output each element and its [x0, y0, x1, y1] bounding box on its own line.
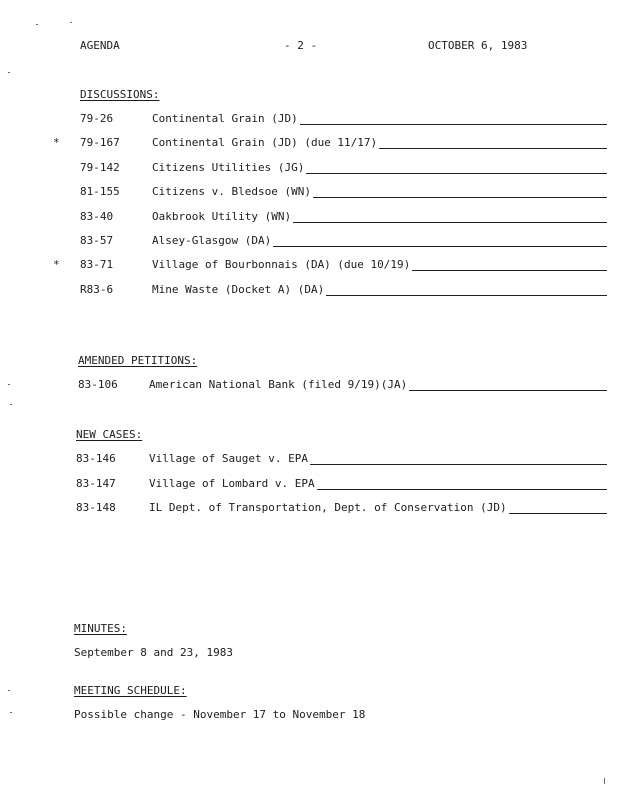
docket-number: 83-106 [78, 378, 118, 391]
minutes-heading: MINUTES: [74, 622, 127, 635]
discussions-row [80, 112, 607, 128]
docket-number: 83-40 [80, 209, 114, 223]
docket-number: 79-142 [80, 160, 120, 174]
page-number: - 2 - [284, 39, 318, 52]
case-title: Continental Grain (JD) [152, 112, 298, 125]
scan-speck [8, 72, 10, 73]
docket-number: 79-26 [80, 112, 114, 125]
case-title: Village of Bourbonnais (DA) (due 10/19) [152, 258, 411, 272]
case-title: Citizens Utilities (JG) [152, 160, 305, 174]
docket-number: 83-148 [76, 501, 116, 514]
notes-line [300, 124, 607, 125]
docket-number: 83-147 [76, 476, 116, 490]
case-title: Continental Grain (JD) (due 11/17) [152, 136, 378, 150]
scan-speck [36, 24, 38, 25]
docket-number: 81-155 [80, 185, 120, 199]
new-cases-row [76, 452, 607, 468]
docket-number: 79-167 [80, 136, 120, 150]
scan-speck [604, 778, 605, 784]
discussions-row [80, 234, 607, 250]
docket-number: 83-71 [80, 258, 114, 272]
header-title: AGENDA [80, 39, 120, 52]
notes-line [379, 148, 607, 149]
meeting-schedule-heading: MEETING SCHEDULE: [74, 684, 187, 697]
notes-line [273, 246, 607, 247]
notes-line [313, 197, 607, 198]
scan-speck [8, 384, 10, 385]
discussions-heading: DISCUSSIONS: [80, 88, 160, 101]
new-cases-row [76, 501, 607, 517]
amended-petitions-heading: AMENDED PETITIONS: [78, 354, 198, 367]
case-title: Village of Sauget v. EPA [149, 452, 308, 465]
discussions-row [80, 185, 607, 201]
discussions-row [80, 283, 607, 299]
discussions-row [80, 161, 607, 177]
case-title: Citizens v. Bledsoe (WN) [152, 185, 311, 199]
case-title: Oakbrook Utility (WN) [152, 209, 292, 223]
docket-number: 83-57 [80, 234, 114, 247]
scan-speck [8, 690, 10, 691]
notes-line [317, 489, 607, 490]
new-cases-heading: NEW CASES: [76, 428, 143, 441]
due-star-marker: * [53, 258, 60, 272]
new-cases-row [76, 477, 607, 493]
notes-line [326, 295, 607, 296]
docket-number: R83-6 [80, 282, 114, 296]
minutes-text: September 8 and 23, 1983 [74, 646, 233, 659]
scan-speck [10, 404, 12, 405]
notes-line [412, 270, 607, 271]
discussions-row [53, 258, 607, 274]
notes-line [310, 464, 607, 465]
notes-line [293, 222, 607, 223]
amended-petitions-row [78, 378, 607, 394]
case-title: Village of Lombard v. EPA [149, 476, 315, 490]
case-title: Alsey-Glasgow (DA) [152, 234, 272, 247]
meeting-schedule-text: Possible change - November 17 to November 18 [74, 708, 366, 721]
scan-speck [10, 712, 12, 713]
notes-line [409, 390, 607, 391]
notes-line [509, 513, 607, 514]
scan-speck [70, 22, 72, 23]
discussions-row [80, 210, 607, 226]
notes-line [306, 173, 607, 174]
due-star-marker: * [53, 136, 60, 150]
header-date: OCTOBER 6, 1983 [428, 39, 528, 52]
case-title: IL Dept. of Transportation, Dept. of Conservation (JD) [149, 501, 507, 514]
case-title: American National Bank (filed 9/19)(JA) [149, 378, 408, 391]
case-title: Mine Waste (Docket A) (DA) [152, 282, 325, 296]
discussions-row [53, 136, 607, 152]
docket-number: 83-146 [76, 452, 116, 465]
